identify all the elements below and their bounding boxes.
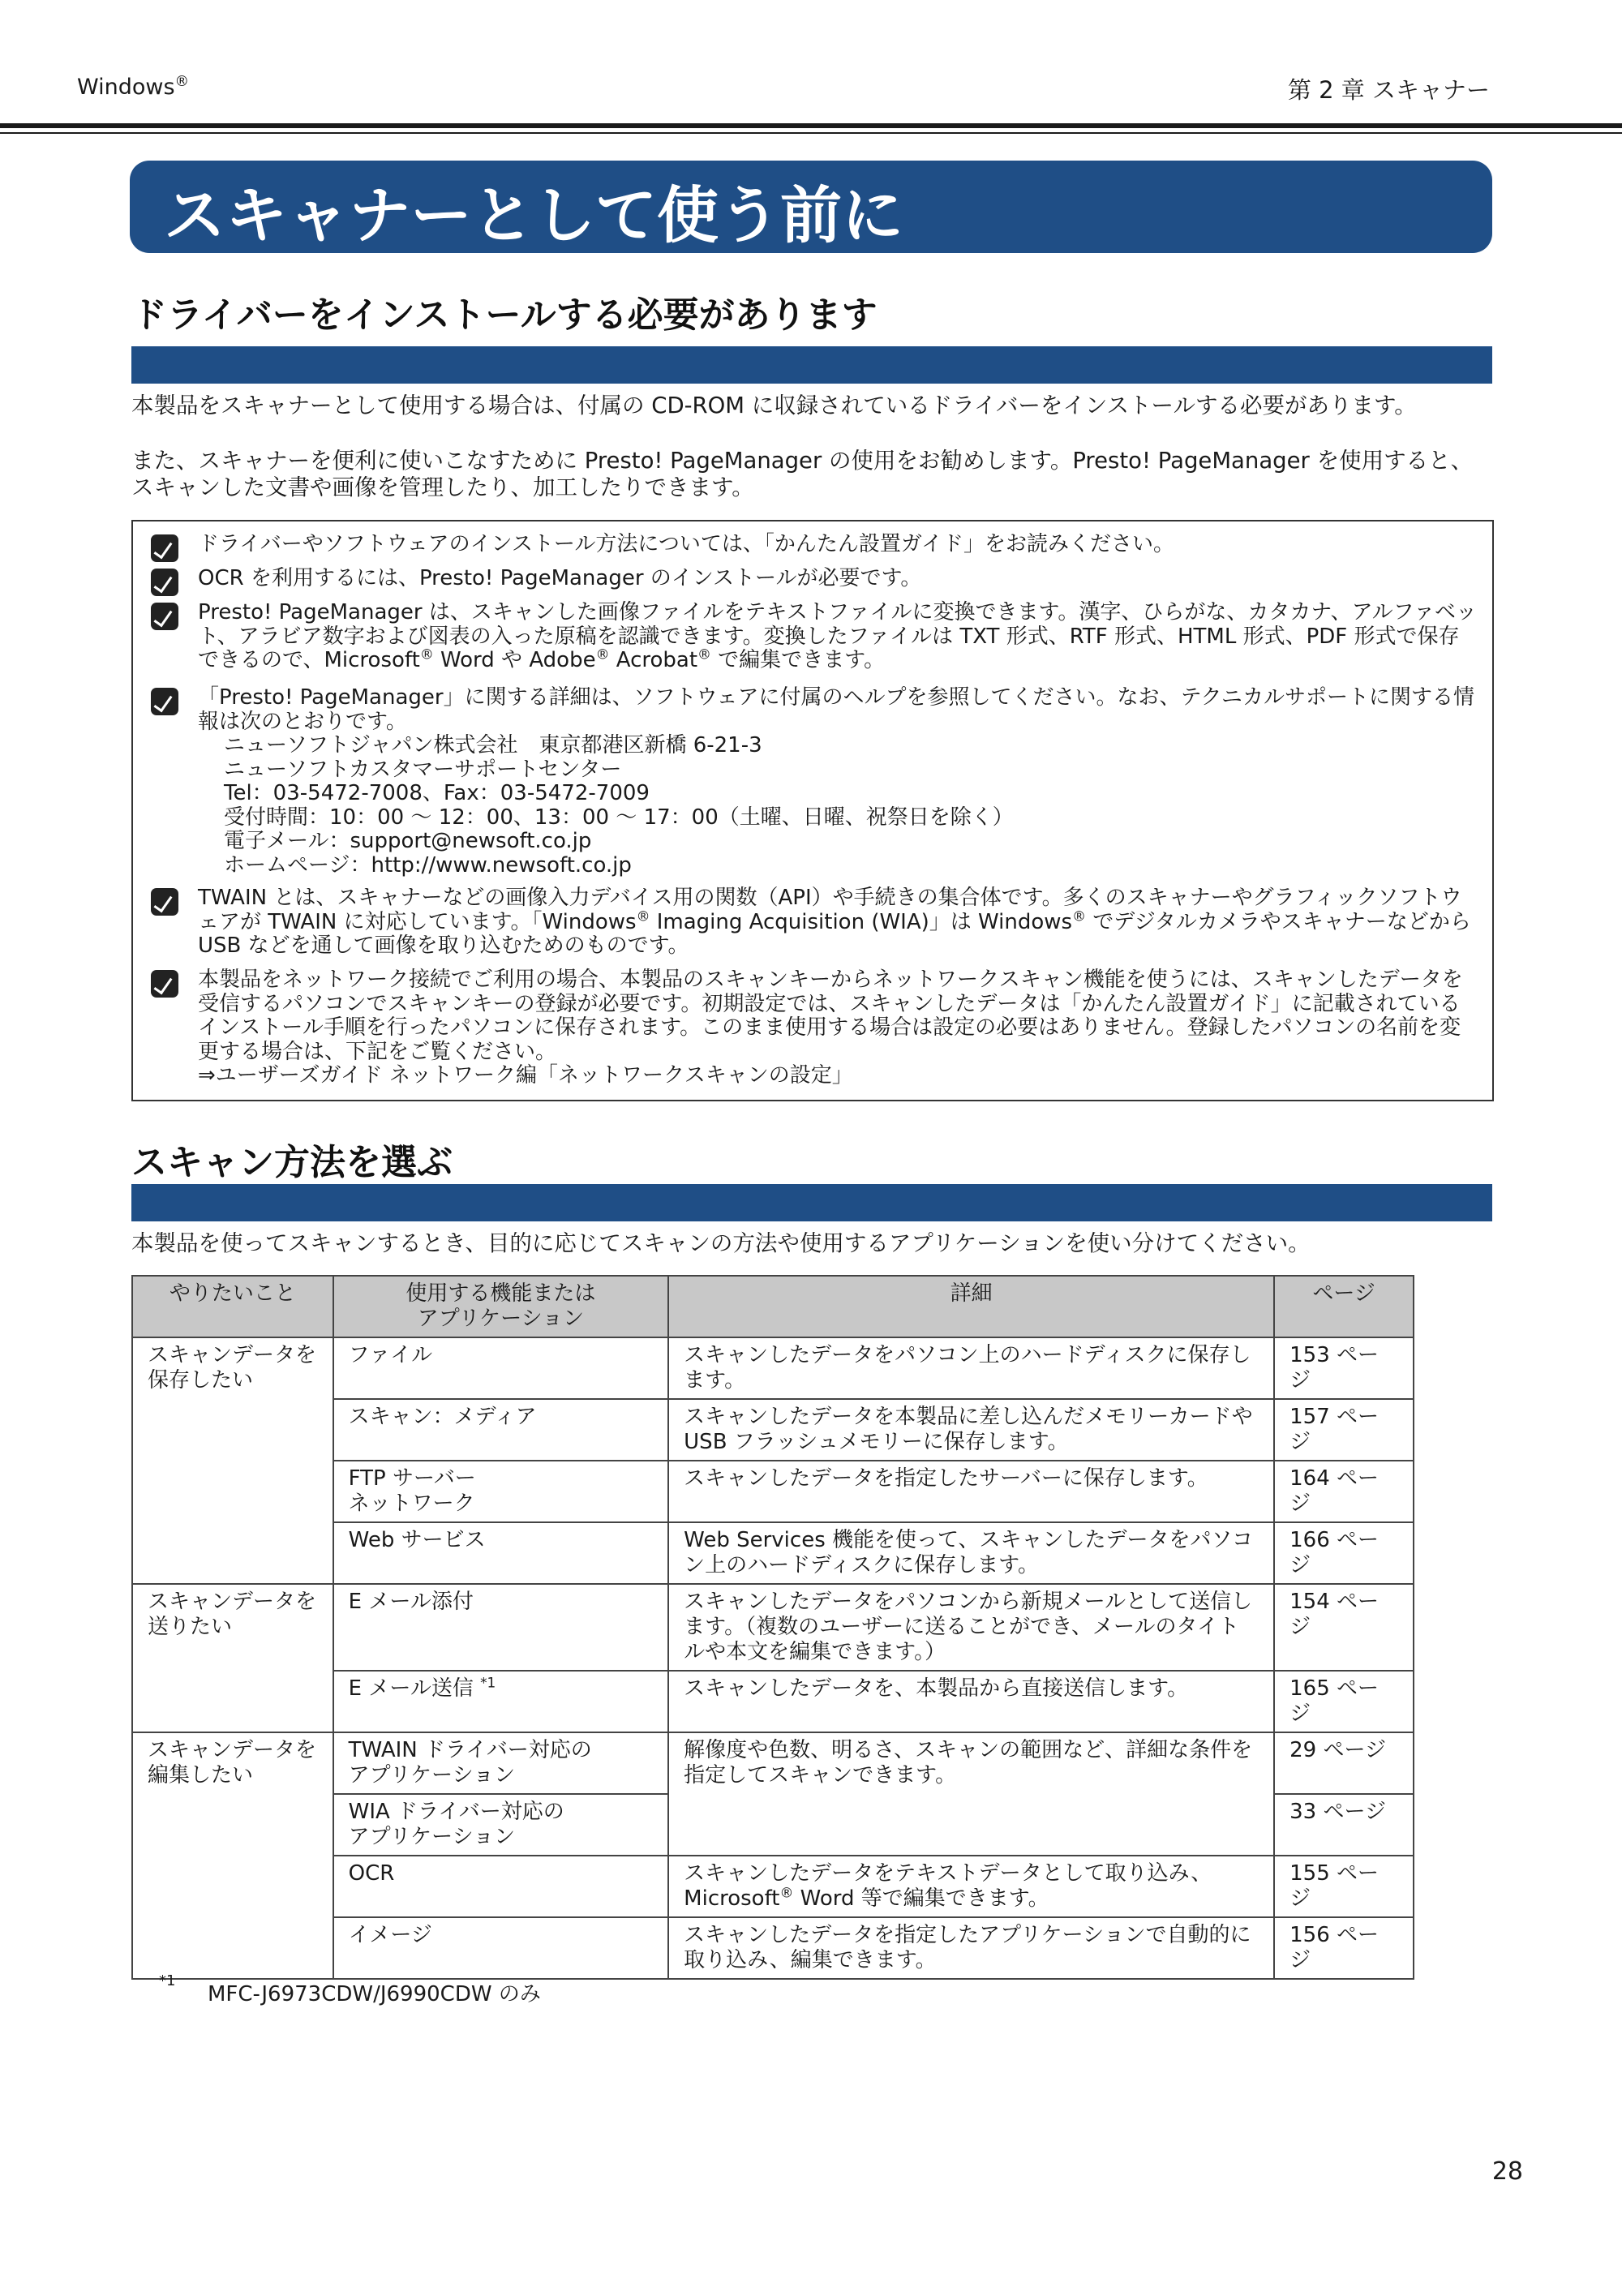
section-heading-driver: ドライバーをインストールする必要があります [131,294,878,336]
page-cell: 29 ページ [1274,1732,1414,1794]
detail-cell: Web Services 機能を使って、スキャンしたデータをパソコン上のハードディスクに保存します。 [668,1522,1274,1584]
column-header: 詳細 [668,1276,1274,1337]
support-line: ホームページ：http://www.newsoft.co.jp [224,852,632,878]
support-line: ニューソフトジャパン株式会社 東京都港区新橋 6-21-3 [224,733,762,757]
note-icon [151,603,178,630]
header-product: Windows® [77,74,190,100]
detail-cell: スキャンしたデータをパソコン上のハードディスクに保存します。 [668,1337,1274,1399]
group-cell: スキャンデータを送りたい [132,1584,333,1732]
table-row [132,1732,1414,1794]
page-title: スキャナーとして使う前に [164,179,903,251]
function-cell: Web サービス [333,1522,668,1584]
note-reference: ⇒ユーザーズガイド ネットワーク編「ネットワークスキャンの設定」 [198,1063,853,1088]
function-cell: WIA ドライバー対応の アプリケーション [333,1794,668,1856]
intro-paragraph-2: また、スキャナーを便利に使いこなすために Presto! PageManager の使用をお勧めします。Presto! PageManager を使用すると、スキャンした文書や画像を管理したり、加工したりできます。 [131,448,1474,500]
header-chapter: 第 2 章 スキャナー [1287,76,1490,104]
page-cell: 164 ページ [1274,1461,1414,1522]
detail-cell: スキャンしたデータをパソコンから新規メールとして送信します。（複数のユーザーに送ることができ、メールのタイトルや本文を編集できます。） [668,1584,1274,1671]
table-row [132,1337,1414,1399]
section-band [131,346,1492,384]
function-cell: イメージ [333,1917,668,1979]
function-cell: E メール送信 $^{*1}$ [333,1671,668,1732]
detail-cell: スキャンしたデータを指定したサーバーに保存します。 [668,1461,1274,1522]
function-cell: スキャン：メディア [333,1399,668,1461]
page-cell: 155 ページ [1274,1856,1414,1917]
column-header: ページ [1274,1276,1414,1337]
table-header-row [132,1276,1414,1337]
note-icon [151,970,178,998]
note-ocr: OCR を利用するには、Presto! PageManager のインストールが必要です。 [198,566,922,590]
header-rule [0,123,1622,128]
column-header: やりたいこと [132,1276,333,1337]
detail-cell: スキャンしたデータを指定したアプリケーションで自動的に取り込み、編集できます。 [668,1917,1274,1979]
detail-cell: 解像度や色数、明るさ、スキャンの範囲など、詳細な条件を指定してスキャンできます。 [668,1732,1274,1856]
detail-cell: スキャンしたデータを本製品に差し込んだメモリーカードや USB フラッシュメモリーに保存します。 [668,1399,1274,1461]
note-twain: TWAIN とは、スキャナーなどの画像入力デバイス用の関数（API）や手続きの集合体です。多くのスキャナーやグラフィックソフトウェアが TWAIN に対応しています。「Windows® Imaging Acquisition (WIA)」は Windows® でデジタルカメラやスキャナーなどから USB などを通して画像を取り込むためのものです。 [198,886,1471,958]
note-icon [151,534,178,562]
page-cell: 157 ページ [1274,1399,1414,1461]
support-line: Tel：03-5472-7008、Fax：03-5472-7009 [224,781,650,805]
note-network: 本製品をネットワーク接続でご利用の場合、本製品のスキャンキーからネットワークスキャン機能を使うには、スキャンしたデータを受信するパソコンでスキャンキーの登録が必要です。初期設定では、スキャンしたデータは「かんたん設置ガイド」に記載されているインストール手順を行ったパソコンに保存されます。このまま使用する場合は設定の必要はありません。登録したパソコンの名前を変更する場合は、下記をご覧ください。 ⇒ユーザーズガイド ネットワーク編「ネットワークスキャンの設定」 [198,968,1479,1088]
note-icon [151,569,178,596]
group-cell: スキャンデータを編集したい [132,1732,333,1979]
detail-cell: スキャンしたデータを、本製品から直接送信します。 [668,1671,1274,1732]
note-install: ドライバーやソフトウェアのインストール方法については、「かんたん設置ガイド」をお読みください。 [198,532,1175,556]
page-cell: 165 ページ [1274,1671,1414,1732]
footnote-text: MFC-J6973CDW/J6990CDW のみ [208,1982,541,2006]
support-line: 電子メール：support@newsoft.co.jp [224,829,592,853]
intro-paragraph: 本製品をスキャナーとして使用する場合は、付属の CD-ROM に収録されているドライバーをインストールする必要があります。 [131,393,1417,418]
page-cell: 33 ページ [1274,1794,1414,1856]
header-rule-thin [0,132,1622,134]
page-cell: 166 ページ [1274,1522,1414,1584]
footnote-mark: *1 [159,1972,176,1989]
note-icon [151,888,178,916]
column-header: 使用する機能または アプリケーション [333,1276,668,1337]
page-cell: 156 ページ [1274,1917,1414,1979]
function-cell: E メール添付 [333,1584,668,1671]
page-cell: 154 ページ [1274,1584,1414,1671]
function-cell: TWAIN ドライバー対応の アプリケーション [333,1732,668,1794]
scan-method-paragraph: 本製品を使ってスキャンするとき、目的に応じてスキャンの方法や使用するアプリケーションを使い分けてください。 [131,1230,1311,1256]
table-row [132,1584,1414,1671]
detail-cell: スキャンしたデータをテキストデータとして取り込み、Microsoft® Word 等で編集できます。 [668,1856,1274,1917]
page-number: 28 [1491,2157,1523,2186]
function-cell: OCR [333,1856,668,1917]
registered-mark: ® [174,74,190,90]
scan-method-table [131,1275,1414,1980]
function-cell: FTP サーバー ネットワーク [333,1461,668,1522]
note-icon [151,688,178,715]
section-band [131,1184,1492,1221]
footnote-ref: *1 [480,1674,496,1691]
note-presto: Presto! PageManager は、スキャンした画像ファイルをテキストファイルに変換できます。漢字、ひらがな、カタカナ、アルファベット、アラビア数字および図表の入った原稿を認識できます。変換したファイルは TXT 形式、RTF 形式、HTML 形式、PDF 形式で保存できるので、Microsoft® Word や Adobe® Acrobat® で編集できます。 [198,600,1478,672]
function-cell: ファイル [333,1337,668,1399]
support-line: 受付時間：10：00 〜 12：00、13：00 〜 17：00（土曜、日曜、祝祭日を除く） [224,805,1014,830]
notes-box [131,520,1494,1101]
note-support: 「Presto! PageManager」に関する詳細は、ソフトウェアに付属のヘルプを参照してください。なお、テクニカルサポートに関する情報は次のとおりです。 ニューソフトジャパン株式会社 東京都港区新橋 6-21-3 ニューソフトカスタマーサポートセンター Tel：03-5472-7008、Fax：03-5472-7009 受付時間：10：00 〜 12：00、13：00 〜 17：00（土曜、日曜、祝祭日を除く） 電子メール：support@newsoft.co.jp ホームページ：http://www.newsoft.co.jp [198,686,1479,878]
group-cell: スキャンデータを保存したい [132,1337,333,1584]
section-heading-scan-method: スキャン方法を選ぶ [131,1142,453,1183]
page-cell: 153 ページ [1274,1337,1414,1399]
support-line: ニューソフトカスタマーサポートセンター [224,757,622,782]
